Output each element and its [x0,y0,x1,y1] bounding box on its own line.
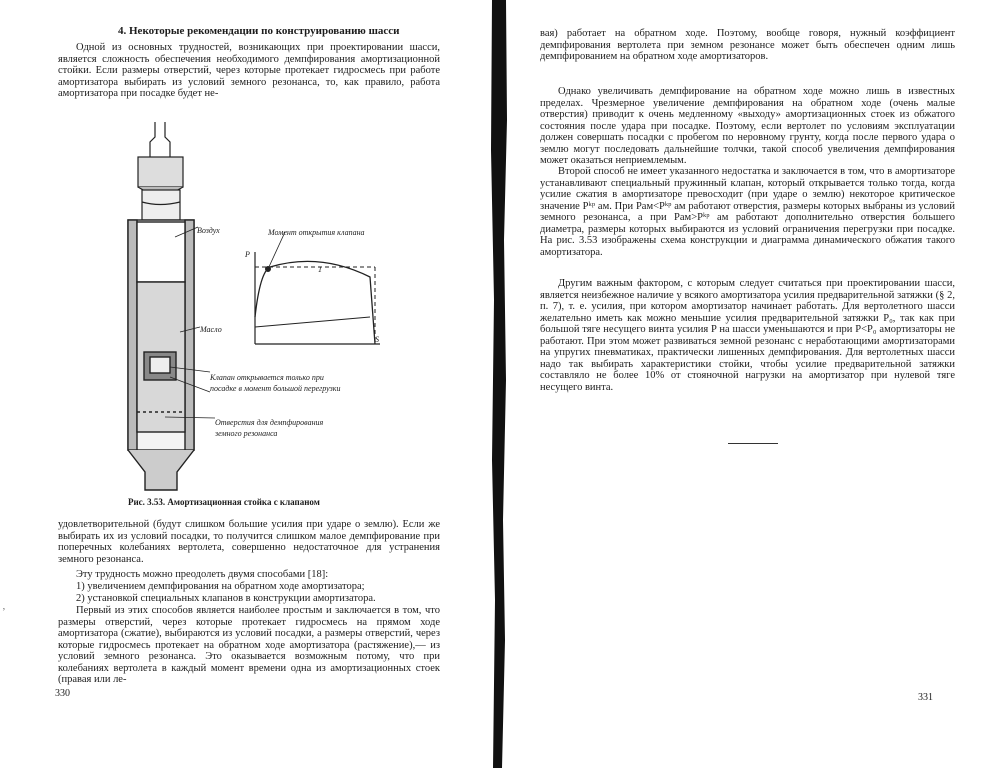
label-valve-line1: Клапан открывается только при [210,373,324,382]
axis-p-label: P [245,250,250,259]
list-item-1: 1) увеличением демпфирования на обратном ходе амортизатора; [76,581,365,592]
strut-rod [142,190,180,220]
paragraph-first-method: Первый из этих способов является наиболее простым и заключается в том, что размеры отверстий, через которые протекает гидросмесь на прямом ходе амортизатора (сжатие), выбираются из условий посадки, а размеры отверстий, через которые гидросмесь протекает на обратном ходе амортизатора (растяжение),— из условий земного резонанса. Это оказывается возможным потому, что при колебаниях вертолета в каждый момент времени одна из амортизационных стоек (правая или ле- [58,605,440,685]
strut-fork-top [138,122,183,195]
page-number-right: 331 [918,692,933,703]
curve-number-label: 1 [318,265,322,274]
figure-caption: Рис. 3.53. Амортизационная стойка с клапаном [128,497,320,507]
section-end-rule [728,443,778,444]
page-number-left: 330 [55,688,70,699]
paragraph-second-method: Второй способ не имеет указанного недостатка и заключается в том, что в амортизаторе устанавливают специальный пружинный клапан, который открывается только тогда, когда усилие сжатия в амортизаторе превосходит (при ударе о землю) некоторое критическое значение Pᵏᵖ ам. При Pам<Pᵏᵖ ам работают отверстия, размеры которых выбраны из условий земного резонанса, а при Pам>Pᵏᵖ ам работают дополнительно отверстия большего диаметра, размеры которых выбираются из условий ограничения перегрузки при посадке. На рис. 3.53 изображены схема конструкции и диаграмма динамического обжатия такого амортизатора. [540,166,955,258]
label-oil: Масло [200,325,222,334]
section-heading: 4. Некоторые рекомендации по конструированию шасси [118,25,400,37]
right-page [510,0,990,768]
left-page [0,0,490,768]
label-holes-line2: земного резонанса [215,429,278,438]
label-air: Воздух [197,226,220,235]
paragraph-pretension: Другим важным фактором, с которым следует считаться при проектировании шасси, является неизбежное наличие у всякого амортизатора усилия предварительной затяжки (§ 2, п. 7), т. е. усилия, при котором амортизатор начинает работать. Для вертолетного шасси желательно иметь как можно меньшие усилия предварительной затяжки P₀, так как при большой тяге несущего винта усилия P на шасси уменьшаются и при P<P₀ амортизаторы не работают. При этом может развиваться земной резонанс с неработающими амортизаторами на упругих пневматиках, практически лишенных демпфирования. Для вертолетных шасси надо так выбирать характеристики стойки, чтобы усилие предварительной затяжки составляло не более 10% от стояночной нагрузки на амортизатор при нулевой тяге несущего винта. [540,278,955,393]
paragraph-two-methods: Эту трудность можно преодолеть двумя способами [18]: [76,569,329,580]
label-holes-line1: Отверстия для демпфирования [215,418,324,427]
label-valve-line2: посадке в момент большой перегрузки [210,384,341,393]
dynamic-compression-diagram [255,232,380,344]
paragraph-limits: Однако увеличивать демпфирование на обратном ходе можно лишь в известных пределах. Чрезмерное увеличение демпфирования на обратном ходе (очень малые отверстия) приводит к очень медленному «выходу» амортизационных стоек из обжатого состояния после удара при посадке. Поэтому, если вертолет по условиям эксплуатации должен совершать посадки с пробегом по неровному грунту, когда после первого удара о землю могут последовать дальнейшие толчки, такой способ увеличения демпфирования может оказаться неприемлемым. [540,86,955,166]
scan-mark: ʼ [2,606,6,618]
axis-s-label: S [375,335,379,344]
list-item-2: 2) установкой специальных клапанов в конструкции амортизатора. [76,593,376,604]
paragraph-continuation: удовлетворительной (будут слишком большие усилия при ударе о землю). Если же выбирать их из условий посадки, то получится слишком малое демпфирование при поперечных колебаниях вертолета, совершенно недостаточное для устранения земного резонанса. [58,519,440,565]
label-valve-opening: Момент открытия клапана [268,228,365,237]
paragraph-continuation-right: вая) работает на обратном ходе. Поэтому, вообще говоря, нужный коэффициент демпфирования вертолета при земном резонансе может быть обеспечен одним лишь демпфированием на обратном ходе амортизаторов. [540,28,955,62]
paragraph-intro: Одной из основных трудностей, возникающих при проектировании шасси, является сложность обеспечения необходимого демпфирования амортизационной стойки. Если размеры отверстий, через которые протекает гидросмесь при работе амортизатора выбирать из условий земного резонанса, то, как правило, работа амортизатора при посадке будет не- [58,42,440,99]
book-spine-shadow [490,0,510,768]
strut-cylinder [128,220,194,490]
